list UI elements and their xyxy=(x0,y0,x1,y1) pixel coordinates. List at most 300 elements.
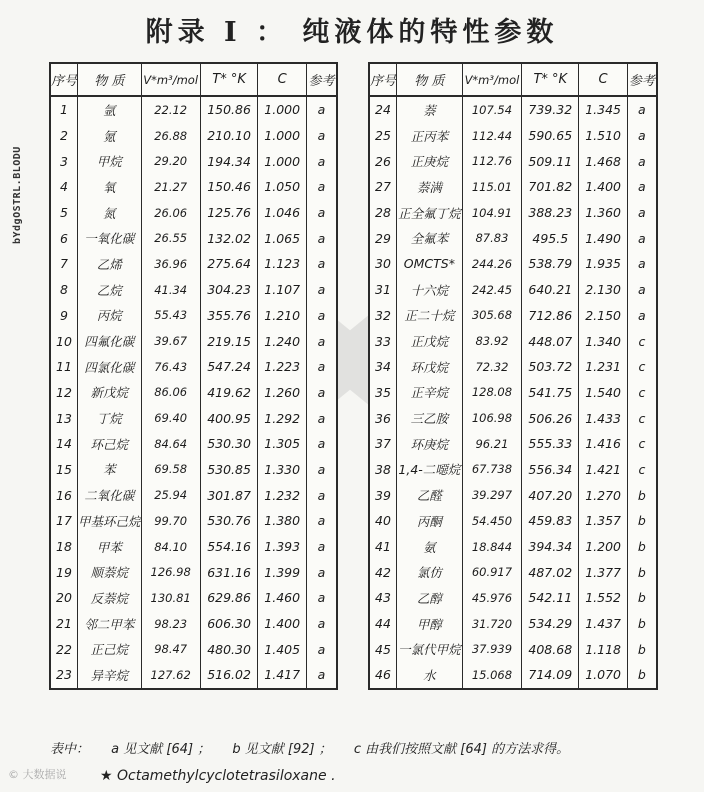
cell-reference: b xyxy=(637,667,646,683)
table-row xyxy=(50,96,337,123)
table-row xyxy=(50,200,337,226)
cell-temperature: 132.02 xyxy=(200,225,258,251)
cell-substance: 丙酮 xyxy=(397,508,463,534)
cell-c: 1.399 xyxy=(258,559,307,585)
cell-substance: 正戊烷 xyxy=(397,328,463,354)
cell-volume: 26.06 xyxy=(141,200,200,226)
table-row xyxy=(50,482,337,508)
cell-substance: 二氧化碳 xyxy=(78,482,142,508)
table-row xyxy=(369,611,657,637)
right-table xyxy=(368,62,658,690)
table-row xyxy=(50,225,337,251)
cell-volume: 242.45 xyxy=(462,277,521,303)
cell-c: 1.405 xyxy=(258,636,307,662)
table-row xyxy=(369,534,657,560)
cell-c: 1.292 xyxy=(258,405,307,431)
header-reference: 参考 xyxy=(307,63,337,96)
cell-volume: 99.70 xyxy=(141,508,200,534)
cell-substance: 十六烷 xyxy=(397,277,463,303)
header-c: C xyxy=(258,63,307,96)
cell-volume: 25.94 xyxy=(141,482,200,508)
table-row xyxy=(369,508,657,534)
cell-substance: 三乙胺 xyxy=(397,405,463,431)
table-row xyxy=(50,380,337,406)
cell-substance: 四氯化碳 xyxy=(78,354,142,380)
cell-substance: 苯 xyxy=(78,457,142,483)
cell-c: 1.400 xyxy=(258,611,307,637)
table-row xyxy=(369,200,657,226)
cell-c: 1.240 xyxy=(258,328,307,354)
right-table-body xyxy=(369,96,657,689)
cell-c: 1.510 xyxy=(579,123,627,149)
cell-index: 10 xyxy=(50,328,78,354)
cell-index: 8 xyxy=(50,277,78,303)
cell-reference: a xyxy=(317,667,326,683)
cell-reference: b xyxy=(637,539,646,555)
cell-reference: a xyxy=(638,256,646,272)
cell-index: 38 xyxy=(369,457,397,483)
cell-c: 1.416 xyxy=(579,431,627,457)
cell-reference: a xyxy=(317,256,326,272)
cell-temperature: 541.75 xyxy=(522,380,579,406)
cell-substance: 氯仿 xyxy=(397,559,463,585)
cell-temperature: 219.15 xyxy=(200,328,258,354)
cell-reference: a xyxy=(317,487,326,503)
cell-reference: a xyxy=(317,616,326,632)
cell-index: 35 xyxy=(369,380,397,406)
cell-reference: a xyxy=(638,179,646,195)
table-row xyxy=(50,303,337,329)
cell-temperature: 629.86 xyxy=(200,585,258,611)
cell-index: 29 xyxy=(369,225,397,251)
footnote-prefix: 表中： xyxy=(50,742,90,757)
cell-c: 1.000 xyxy=(258,148,307,174)
table-row xyxy=(369,559,657,585)
cell-temperature: 538.79 xyxy=(522,251,579,277)
cell-index: 20 xyxy=(50,585,78,611)
cell-index: 9 xyxy=(50,303,78,329)
table-row xyxy=(50,354,337,380)
cell-reference: a xyxy=(317,564,326,580)
cell-c: 1.380 xyxy=(258,508,307,534)
cell-reference: a xyxy=(317,590,326,606)
table-row xyxy=(50,662,337,689)
cell-c: 1.421 xyxy=(579,457,627,483)
cell-index: 34 xyxy=(369,354,397,380)
cell-c: 1.417 xyxy=(258,662,307,689)
cell-volume: 69.40 xyxy=(141,405,200,431)
cell-index: 4 xyxy=(50,174,78,200)
cell-volume: 54.450 xyxy=(462,508,521,534)
header-volume: V*m³/mol xyxy=(141,63,200,96)
cell-substance: 顺萘烷 xyxy=(78,559,142,585)
cell-temperature: 606.30 xyxy=(200,611,258,637)
cell-temperature: 355.76 xyxy=(200,303,258,329)
table-row xyxy=(369,585,657,611)
cell-volume: 96.21 xyxy=(462,431,521,457)
cell-temperature: 590.65 xyxy=(522,123,579,149)
header-index: 序号 xyxy=(369,63,397,96)
table-row xyxy=(369,662,657,689)
cell-reference: a xyxy=(317,513,326,529)
cell-reference: c xyxy=(638,410,646,426)
cell-index: 45 xyxy=(369,636,397,662)
cell-index: 28 xyxy=(369,200,397,226)
cell-substance: 甲苯 xyxy=(78,534,142,560)
cell-substance: 乙烷 xyxy=(78,277,142,303)
cell-c: 1.070 xyxy=(579,662,627,689)
cell-temperature: 739.32 xyxy=(522,96,579,123)
left-table-header-row xyxy=(50,63,337,96)
cell-substance: 丙烷 xyxy=(78,303,142,329)
left-table xyxy=(49,62,338,690)
cell-c: 1.330 xyxy=(258,457,307,483)
cell-temperature: 554.16 xyxy=(200,534,258,560)
cell-index: 30 xyxy=(369,251,397,277)
table-row xyxy=(369,380,657,406)
table-row xyxy=(50,457,337,483)
cell-substance: 氮 xyxy=(78,200,142,226)
table-row xyxy=(50,636,337,662)
cell-index: 3 xyxy=(50,148,78,174)
cell-volume: 83.92 xyxy=(462,328,521,354)
cell-index: 42 xyxy=(369,559,397,585)
table-row xyxy=(369,431,657,457)
cell-substance: 氩 xyxy=(78,96,142,123)
table-row xyxy=(369,482,657,508)
cell-reference: a xyxy=(317,333,326,349)
cell-index: 2 xyxy=(50,123,78,149)
table-row xyxy=(50,251,337,277)
cell-temperature: 530.30 xyxy=(200,431,258,457)
cell-index: 33 xyxy=(369,328,397,354)
cell-volume: 21.27 xyxy=(141,174,200,200)
cell-reference: a xyxy=(317,153,326,169)
footnote-b: b 见文献 [92] ； xyxy=(232,742,332,757)
cell-index: 24 xyxy=(369,96,397,123)
cell-substance: 四氟化碳 xyxy=(78,328,142,354)
cell-c: 1.377 xyxy=(579,559,627,585)
cell-temperature: 407.20 xyxy=(522,482,579,508)
cell-index: 7 xyxy=(50,251,78,277)
cell-index: 21 xyxy=(50,611,78,637)
cell-volume: 84.64 xyxy=(141,431,200,457)
table-row xyxy=(369,405,657,431)
cell-temperature: 150.86 xyxy=(200,96,258,123)
table-row xyxy=(369,148,657,174)
cell-temperature: 419.62 xyxy=(200,380,258,406)
cell-volume: 69.58 xyxy=(141,457,200,483)
cell-substance: 萘 xyxy=(397,96,463,123)
cell-c: 1.118 xyxy=(579,636,627,662)
cell-volume: 106.98 xyxy=(462,405,521,431)
cell-c: 1.231 xyxy=(579,354,627,380)
cell-volume: 112.44 xyxy=(462,123,521,149)
cell-index: 40 xyxy=(369,508,397,534)
cell-temperature: 304.23 xyxy=(200,277,258,303)
left-table-body xyxy=(50,96,337,689)
cell-index: 5 xyxy=(50,200,78,226)
cell-temperature: 516.02 xyxy=(200,662,258,689)
cell-volume: 76.43 xyxy=(141,354,200,380)
header-temperature: T* °K xyxy=(200,63,258,96)
cell-temperature: 150.46 xyxy=(200,174,258,200)
cell-index: 11 xyxy=(50,354,78,380)
cell-c: 1.305 xyxy=(258,431,307,457)
cell-reference: a xyxy=(317,102,326,118)
cell-substance: 乙醛 xyxy=(397,482,463,508)
footnote-c: c 由我们按照文献 [64] 的方法求得。 xyxy=(353,742,570,757)
cell-index: 27 xyxy=(369,174,397,200)
cell-reference: b xyxy=(637,590,646,606)
cell-reference: a xyxy=(638,205,646,221)
cell-reference: a xyxy=(638,307,646,323)
footnote-a: a 见文献 [64] ； xyxy=(111,742,211,757)
cell-reference: a xyxy=(317,359,326,375)
cell-temperature: 547.24 xyxy=(200,354,258,380)
cell-volume: 130.81 xyxy=(141,585,200,611)
table-row xyxy=(369,225,657,251)
table-row xyxy=(50,508,337,534)
cell-substance: 正己烷 xyxy=(78,636,142,662)
cell-reference: b xyxy=(637,641,646,657)
cell-substance: 1,4-二噁烷 xyxy=(397,457,463,483)
cell-volume: 127.62 xyxy=(141,662,200,689)
cell-reference: b xyxy=(637,487,646,503)
cell-volume: 26.55 xyxy=(141,225,200,251)
cell-c: 1.437 xyxy=(579,611,627,637)
cell-index: 39 xyxy=(369,482,397,508)
cell-temperature: 712.86 xyxy=(522,303,579,329)
cell-substance: 反萘烷 xyxy=(78,585,142,611)
cell-c: 1.223 xyxy=(258,354,307,380)
header-reference: 参考 xyxy=(627,63,657,96)
cell-c: 1.468 xyxy=(579,148,627,174)
corner-watermark: © 大数据说 xyxy=(8,768,67,781)
cell-substance: 全氟苯 xyxy=(397,225,463,251)
cell-substance: 乙烯 xyxy=(78,251,142,277)
cell-index: 17 xyxy=(50,508,78,534)
cell-temperature: 394.34 xyxy=(522,534,579,560)
cell-c: 1.260 xyxy=(258,380,307,406)
cell-reference: a xyxy=(638,102,646,118)
cell-reference: a xyxy=(317,282,326,298)
table-row xyxy=(50,148,337,174)
cell-index: 44 xyxy=(369,611,397,637)
table-row xyxy=(369,174,657,200)
cell-c: 1.000 xyxy=(258,96,307,123)
cell-reference: a xyxy=(638,282,646,298)
cell-volume: 98.47 xyxy=(141,636,200,662)
cell-c: 1.123 xyxy=(258,251,307,277)
table-row xyxy=(369,354,657,380)
cell-volume: 39.67 xyxy=(141,328,200,354)
cell-volume: 305.68 xyxy=(462,303,521,329)
cell-reference: a xyxy=(317,410,326,426)
header-substance: 物 质 xyxy=(397,63,463,96)
cell-c: 1.210 xyxy=(258,303,307,329)
cell-index: 22 xyxy=(50,636,78,662)
cell-reference: b xyxy=(637,564,646,580)
cell-reference: b xyxy=(637,616,646,632)
cell-index: 19 xyxy=(50,559,78,585)
cell-substance: 氨 xyxy=(397,534,463,560)
cell-reference: c xyxy=(638,436,646,452)
cell-temperature: 125.76 xyxy=(200,200,258,226)
table-row xyxy=(369,328,657,354)
cell-temperature: 495.5 xyxy=(522,225,579,251)
cell-c: 1.490 xyxy=(579,225,627,251)
cell-index: 12 xyxy=(50,380,78,406)
cell-c: 1.107 xyxy=(258,277,307,303)
cell-c: 1.050 xyxy=(258,174,307,200)
cell-volume: 60.917 xyxy=(462,559,521,585)
cell-volume: 45.976 xyxy=(462,585,521,611)
cell-substance: 氧 xyxy=(78,174,142,200)
cell-volume: 72.32 xyxy=(462,354,521,380)
cell-index: 15 xyxy=(50,457,78,483)
cell-temperature: 210.10 xyxy=(200,123,258,149)
cell-substance: 甲醇 xyxy=(397,611,463,637)
cell-substance: 正全氟丁烷 xyxy=(397,200,463,226)
cell-c: 1.433 xyxy=(579,405,627,431)
cell-substance: 异辛烷 xyxy=(78,662,142,689)
cell-reference: a xyxy=(317,641,326,657)
cell-temperature: 530.76 xyxy=(200,508,258,534)
cell-index: 18 xyxy=(50,534,78,560)
table-row xyxy=(369,636,657,662)
cell-volume: 84.10 xyxy=(141,534,200,560)
cell-index: 36 xyxy=(369,405,397,431)
cell-volume: 55.43 xyxy=(141,303,200,329)
cell-temperature: 530.85 xyxy=(200,457,258,483)
right-table-header-row xyxy=(369,63,657,96)
cell-substance: 正丙苯 xyxy=(397,123,463,149)
cell-volume: 107.54 xyxy=(462,96,521,123)
cell-volume: 37.939 xyxy=(462,636,521,662)
header-temperature: T* °K xyxy=(522,63,579,96)
header-index: 序号 xyxy=(50,63,78,96)
cell-reference: a xyxy=(317,384,326,400)
table-row xyxy=(50,611,337,637)
cell-substance: 正二十烷 xyxy=(397,303,463,329)
cell-temperature: 542.11 xyxy=(522,585,579,611)
cell-temperature: 194.34 xyxy=(200,148,258,174)
cell-volume: 87.83 xyxy=(462,225,521,251)
cell-temperature: 480.30 xyxy=(200,636,258,662)
cell-substance: OMCTS* xyxy=(397,251,463,277)
cell-reference: a xyxy=(317,128,326,144)
table-row xyxy=(50,431,337,457)
cell-c: 1.357 xyxy=(579,508,627,534)
cell-substance: 一氯代甲烷 xyxy=(397,636,463,662)
cell-index: 13 xyxy=(50,405,78,431)
cell-c: 1.393 xyxy=(258,534,307,560)
cell-substance: 环庚烷 xyxy=(397,431,463,457)
cell-index: 26 xyxy=(369,148,397,174)
cell-volume: 244.26 xyxy=(462,251,521,277)
cell-c: 1.540 xyxy=(579,380,627,406)
cell-c: 1.345 xyxy=(579,96,627,123)
cell-reference: a xyxy=(638,230,646,246)
cell-substance: 丁烷 xyxy=(78,405,142,431)
cell-c: 1.270 xyxy=(579,482,627,508)
cell-volume: 22.12 xyxy=(141,96,200,123)
cell-temperature: 503.72 xyxy=(522,354,579,380)
cell-volume: 98.23 xyxy=(141,611,200,637)
table-row xyxy=(50,559,337,585)
cell-index: 1 xyxy=(50,96,78,123)
cell-index: 41 xyxy=(369,534,397,560)
cell-reference: c xyxy=(638,384,646,400)
cell-reference: c xyxy=(638,333,646,349)
cell-c: 1.340 xyxy=(579,328,627,354)
cell-reference: a xyxy=(638,128,646,144)
cell-volume: 26.88 xyxy=(141,123,200,149)
footnote-star: ★ Octamethylcyclotetrasiloxane . xyxy=(100,768,336,784)
cell-c: 1.552 xyxy=(579,585,627,611)
cell-temperature: 556.34 xyxy=(522,457,579,483)
cell-c: 1.046 xyxy=(258,200,307,226)
cell-substance: 正庚烷 xyxy=(397,148,463,174)
cell-volume: 18.844 xyxy=(462,534,521,560)
cell-reference: c xyxy=(638,461,646,477)
cell-reference: a xyxy=(638,153,646,169)
cell-c: 1.065 xyxy=(258,225,307,251)
cell-substance: 萘满 xyxy=(397,174,463,200)
cell-index: 14 xyxy=(50,431,78,457)
cell-temperature: 388.23 xyxy=(522,200,579,226)
table-row xyxy=(50,328,337,354)
cell-reference: a xyxy=(317,230,326,246)
cell-c: 1.935 xyxy=(579,251,627,277)
cell-temperature: 448.07 xyxy=(522,328,579,354)
cell-temperature: 275.64 xyxy=(200,251,258,277)
cell-c: 1.232 xyxy=(258,482,307,508)
cell-substance: 一氧化碳 xyxy=(78,225,142,251)
cell-volume: 15.068 xyxy=(462,662,521,689)
cell-substance: 新戊烷 xyxy=(78,380,142,406)
cell-substance: 环戊烷 xyxy=(397,354,463,380)
cell-c: 2.130 xyxy=(579,277,627,303)
cell-temperature: 640.21 xyxy=(522,277,579,303)
cell-temperature: 459.83 xyxy=(522,508,579,534)
cell-c: 1.200 xyxy=(579,534,627,560)
cell-index: 46 xyxy=(369,662,397,689)
cell-volume: 86.06 xyxy=(141,380,200,406)
cell-temperature: 506.26 xyxy=(522,405,579,431)
cell-index: 6 xyxy=(50,225,78,251)
cell-c: 1.360 xyxy=(579,200,627,226)
cell-temperature: 408.68 xyxy=(522,636,579,662)
cell-index: 32 xyxy=(369,303,397,329)
cell-index: 16 xyxy=(50,482,78,508)
cell-reference: a xyxy=(317,539,326,555)
cell-substance: 环己烷 xyxy=(78,431,142,457)
table-row xyxy=(369,457,657,483)
cell-c: 1.460 xyxy=(258,585,307,611)
cell-reference: a xyxy=(317,205,326,221)
table-row xyxy=(369,277,657,303)
cell-temperature: 487.02 xyxy=(522,559,579,585)
cell-substance: 氪 xyxy=(78,123,142,149)
cell-index: 23 xyxy=(50,662,78,689)
cell-index: 25 xyxy=(369,123,397,149)
cell-temperature: 701.82 xyxy=(522,174,579,200)
table-row xyxy=(369,96,657,123)
footnote xyxy=(50,738,690,757)
header-c: C xyxy=(579,63,627,96)
